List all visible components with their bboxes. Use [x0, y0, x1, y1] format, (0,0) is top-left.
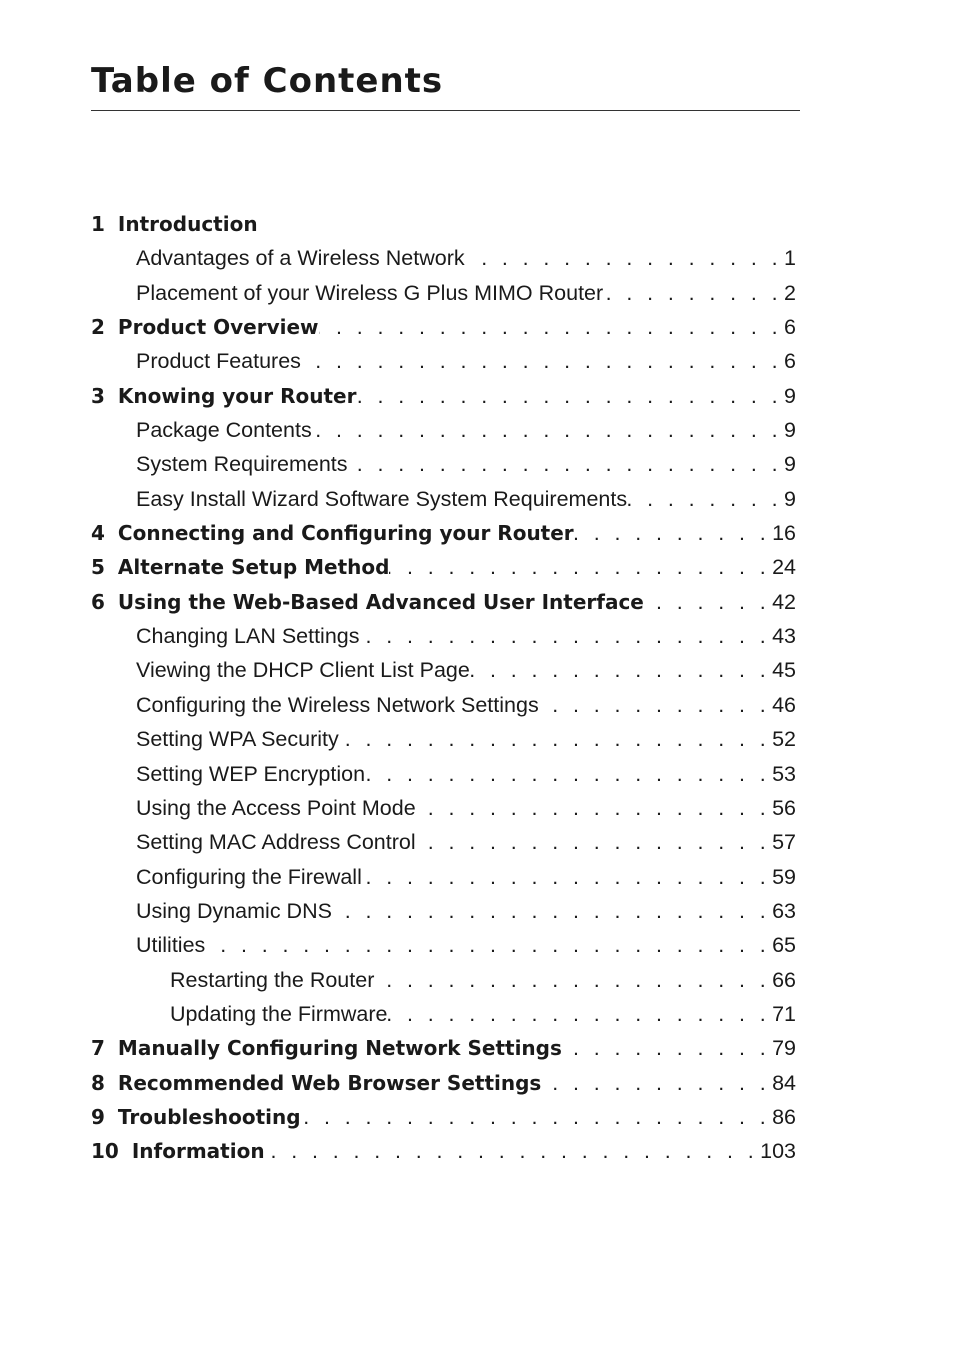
dot-leader: [360, 619, 773, 653]
page-number: 1: [784, 246, 796, 271]
toc-entry-subsection[interactable]: [91, 963, 796, 997]
toc-entry-section[interactable]: [91, 276, 796, 310]
toc-entry-title: Setting WEP Encryption: [136, 761, 366, 786]
toc-entry-section[interactable]: [91, 722, 796, 756]
toc-entry-chapter[interactable]: [91, 1066, 796, 1100]
dot-leader: [332, 894, 772, 928]
chapter-number: 4: [91, 521, 105, 546]
toc-entry-section[interactable]: [91, 688, 796, 722]
page-number: 65: [772, 933, 796, 958]
toc-entry-title: Utilities: [136, 933, 206, 958]
page-number: 2: [784, 280, 796, 305]
toc-entry-section[interactable]: [91, 825, 796, 859]
page-number: 56: [772, 795, 796, 820]
page-number: 45: [772, 658, 796, 683]
page-number: 59: [772, 864, 796, 889]
toc-entry-section[interactable]: [91, 482, 796, 516]
toc-entry-title: Introduction: [117, 212, 258, 236]
toc-entry-chapter[interactable]: [91, 516, 796, 550]
dot-leader: [470, 653, 772, 687]
toc-entry-chapter[interactable]: [91, 310, 796, 344]
toc-entry-section[interactable]: [91, 757, 796, 791]
page-number: 103: [760, 1139, 796, 1164]
table-of-contents: [91, 207, 796, 1169]
toc-entry-chapter[interactable]: [91, 1031, 796, 1065]
chapter-number: 2: [91, 315, 105, 340]
page-number: 46: [772, 692, 796, 717]
dot-leader: [205, 928, 772, 962]
dot-leader: [539, 688, 772, 722]
dot-leader: [374, 963, 772, 997]
page-number: 53: [772, 761, 796, 786]
page-number: 42: [772, 589, 796, 614]
dot-leader: [356, 379, 784, 413]
toc-entry-title: Recommended Web Browser Settings: [117, 1070, 542, 1095]
toc-entry-title: Placement of your Wireless G Plus MIMO Router: [136, 280, 604, 305]
toc-entry-chapter[interactable]: [91, 550, 796, 584]
page-number: 9: [784, 383, 796, 408]
dot-leader: [416, 825, 772, 859]
toc-entry-title: Setting MAC Address Control: [136, 830, 416, 855]
toc-entry-title: Package Contents: [136, 418, 312, 443]
toc-entry-section[interactable]: [91, 791, 796, 825]
dot-leader: [301, 344, 784, 378]
dot-leader: [319, 310, 785, 344]
toc-entry-section[interactable]: [91, 413, 796, 447]
dot-leader: [365, 757, 772, 791]
dot-leader: [312, 413, 784, 447]
chapter-number: 7: [91, 1036, 105, 1061]
page-number: 86: [772, 1104, 796, 1129]
toc-entry-subsection[interactable]: [91, 997, 796, 1031]
toc-entry-title: Easy Install Wizard Software System Requirements: [136, 486, 628, 511]
toc-entry-title: Knowing your Router: [117, 383, 357, 408]
toc-entry-title: Configuring the Wireless Network Settings: [136, 692, 539, 717]
page-title: Table of Contents: [91, 61, 444, 101]
page-number: 43: [772, 624, 796, 649]
toc-entry-title: Product Overview: [117, 315, 319, 340]
chapter-number: 6: [91, 589, 105, 614]
toc-entry-section[interactable]: [91, 241, 796, 275]
toc-entry-title: Restarting the Router: [170, 967, 375, 992]
toc-entry-section[interactable]: [91, 928, 796, 962]
toc-entry-chapter[interactable]: [91, 1100, 796, 1134]
toc-entry-section[interactable]: [91, 653, 796, 687]
toc-entry-chapter[interactable]: [91, 1134, 796, 1168]
toc-entry-section[interactable]: [91, 894, 796, 928]
page-number: 16: [772, 521, 796, 546]
toc-entry-title: Setting WPA Security: [136, 727, 339, 752]
chapter-number: 5: [91, 555, 105, 580]
dot-leader: [362, 860, 772, 894]
toc-entry-title: Viewing the DHCP Client List Page: [136, 658, 470, 683]
toc-entry-chapter[interactable]: [91, 379, 796, 413]
page-number: 9: [784, 486, 796, 511]
toc-entry-title: Changing LAN Settings: [136, 624, 360, 649]
dot-leader: [301, 1100, 773, 1134]
page-number: 6: [784, 315, 796, 340]
toc-entry-title: System Requirements: [136, 452, 348, 477]
page-number: 84: [772, 1070, 796, 1095]
page-number: 9: [784, 418, 796, 443]
dot-leader: [339, 722, 772, 756]
chapter-number: 10: [91, 1139, 119, 1164]
toc-entry-section[interactable]: [91, 447, 796, 481]
page-number: 79: [772, 1036, 796, 1061]
dot-leader: [265, 1134, 761, 1168]
toc-entry-chapter[interactable]: [91, 585, 796, 619]
chapter-number: 3: [91, 383, 105, 408]
dot-leader: [348, 447, 785, 481]
page-number: 57: [772, 830, 796, 855]
page-number: 6: [784, 349, 796, 374]
toc-entry-title: Updating the Firmware: [170, 1001, 388, 1026]
dot-leader: [389, 550, 772, 584]
dot-leader: [465, 241, 784, 275]
dot-leader: [574, 516, 772, 550]
toc-entry-title: Advantages of a Wireless Network: [136, 246, 465, 271]
page-number: 52: [772, 727, 796, 752]
toc-entry-section[interactable]: [91, 344, 796, 378]
page-number: 9: [784, 452, 796, 477]
toc-entry-title: Alternate Setup Method: [117, 555, 390, 580]
page-number: 24: [772, 555, 796, 580]
dot-leader: [416, 791, 772, 825]
dot-leader: [562, 1031, 772, 1065]
title-divider: [91, 110, 800, 111]
toc-entry-section[interactable]: [91, 619, 796, 653]
page-number: 71: [772, 1001, 796, 1026]
toc-entry-title: Using the Web-Based Advanced User Interface: [117, 589, 644, 614]
dot-leader: [644, 585, 772, 619]
toc-entry-title: Configuring the Firewall: [136, 864, 362, 889]
toc-entry-title: Using Dynamic DNS: [136, 898, 332, 923]
toc-entry-chapter[interactable]: [91, 207, 796, 241]
dot-leader: [541, 1066, 772, 1100]
toc-entry-section[interactable]: [91, 860, 796, 894]
chapter-number: 8: [91, 1070, 105, 1095]
chapter-number: 1: [91, 212, 105, 236]
toc-entry-title: Manually Configuring Network Settings: [117, 1036, 562, 1061]
toc-entry-title: Product Features: [136, 349, 301, 374]
toc-entry-title: Troubleshooting: [117, 1104, 301, 1129]
chapter-number: 9: [91, 1104, 105, 1129]
toc-entry-title: Connecting and Configuring your Router: [117, 521, 574, 546]
dot-leader: [387, 997, 772, 1031]
toc-entry-title: Information: [131, 1139, 265, 1164]
toc-entry-title: Using the Access Point Mode: [136, 795, 416, 820]
dot-leader: [627, 482, 784, 516]
page-number: 63: [772, 898, 796, 923]
page-number: 66: [772, 967, 796, 992]
dot-leader: [603, 276, 784, 310]
